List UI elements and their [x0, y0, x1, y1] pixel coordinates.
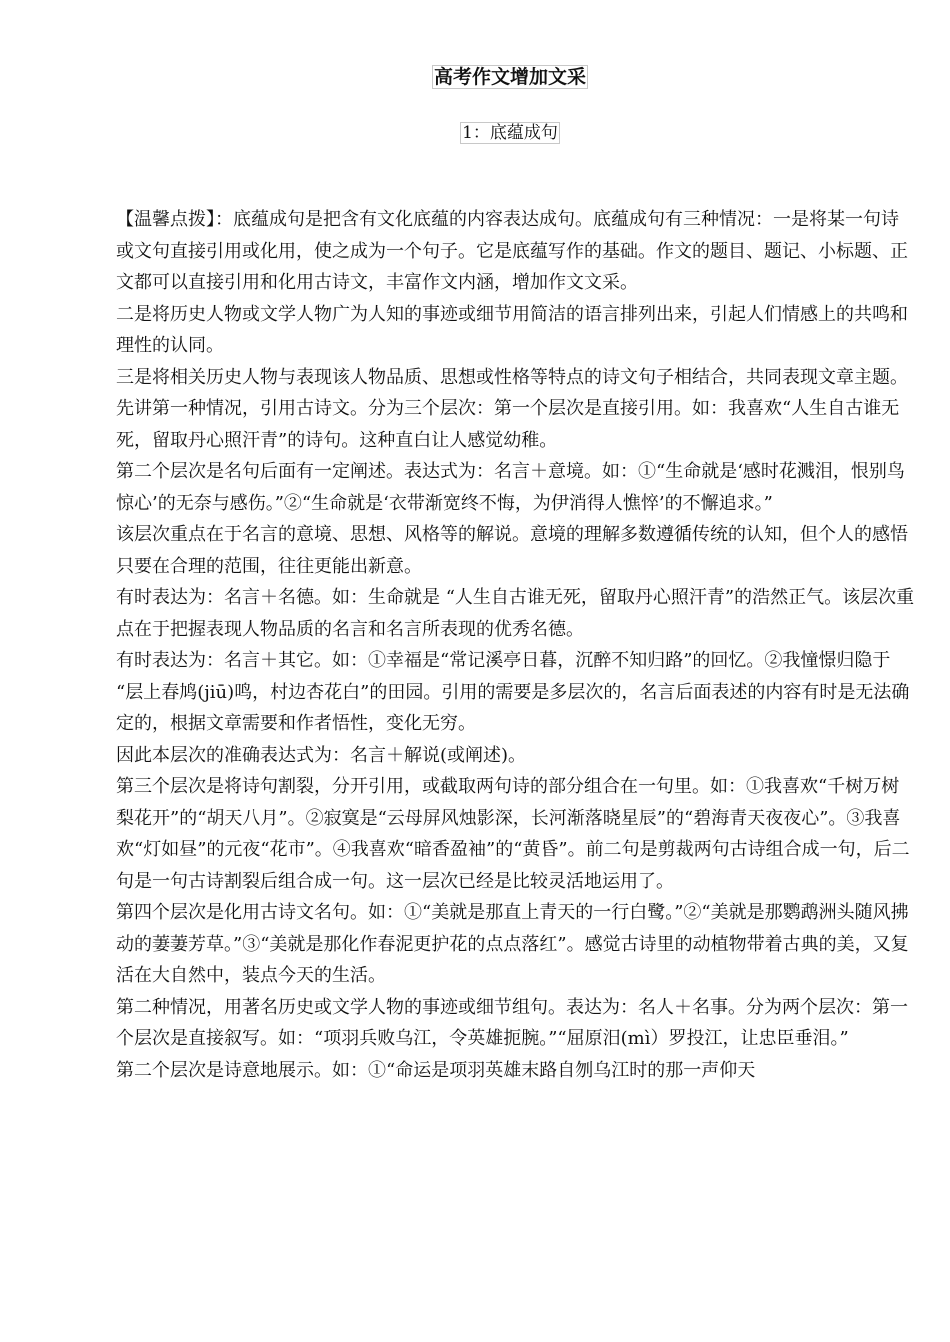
paragraph: 有时表达为：名言＋名德。如：生命就是 “人生自古谁无死，留取丹心照汗青”的浩然正气。该层次重点在于把握表现人物品质的名言和名言所表现的优秀名德。 [116, 587, 915, 640]
section-heading-text: 1：底蕴成句 [462, 123, 558, 143]
paragraph: 第二个层次是诗意地展示。如：①“命运是项羽英雄末路自刎乌江时的那一声仰天 [116, 1059, 756, 1081]
document-body [116, 204, 916, 1086]
paragraph: 二是将历史人物或文学人物广为人知的事迹或细节用简洁的语言排列出来，引起人们情感上的共鸣和理性的认同。 [116, 303, 908, 356]
paragraph: 三是将相关历史人物与表现该人物品质、思想或性格等特点的诗文句子相结合，共同表现文章主题。 [116, 366, 908, 388]
paragraph: 第二种情况，用著名历史或文学人物的事迹或细节组句。表达为：名人＋名事。分为两个层次：第一个层次是直接叙写。如：“项羽兵败乌江，令英雄扼腕。”“屈原汨(mì）罗投江，让忠臣垂泪。” [116, 996, 908, 1049]
document-title-text: 高考作文增加文采 [433, 66, 586, 88]
paragraph: 第二个层次是名句后面有一定阐述。表达式为：名言＋意境。如：①“生命就是‘感时花溅泪，恨别鸟惊心’的无奈与感伤。”②“生命就是‘衣带渐宽终不悔，为伊消得人憔悴’的不懈追求。” [116, 461, 905, 514]
paragraph: 先讲第一种情况，引用古诗文。分为三个层次：第一个层次是直接引用。如：我喜欢“人生自古谁无死，留取丹心照汗青”的诗句。这种直白让人感觉幼稚。 [116, 398, 900, 451]
paragraph: 【温馨点拨】：底蕴成句是把含有文化底蕴的内容表达成句。底蕴成句有三种情况：一是将某一句诗或文句直接引用或化用，使之成为一个句子。它是底蕴写作的基础。作文的题目、题记、小标题、正文都可以直接引用和化用古诗文，丰富作文内涵，增加作文文采。 [116, 209, 908, 293]
paragraph: 第三个层次是将诗句割裂，分开引用，或截取两句诗的部分组合在一句里。如：①我喜欢“千树万树梨花开”的“胡天八月”。②寂寞是“云母屏风烛影深，长河渐落晓星辰”的“碧海青天夜夜心”。③我喜欢“灯如昼”的元夜“花市”。④我喜欢“暗香盈袖”的“黄昏”。前二句是剪裁两句古诗组合成一句，后二句是一句古诗割裂后组合成一句。这一层次已经是比较灵活地运用了。 [116, 776, 910, 892]
document-title [0, 64, 950, 90]
paragraph: 第四个层次是化用古诗文名句。如：①“美就是那直上青天的一行白鹭。”②“美就是那鹦鹉洲头随风拂动的萋萋芳草。”③“美就是那化作春泥更护花的点点落红”。感觉古诗里的动植物带着古典的美，又复活在大自然中，装点今天的生活。 [116, 902, 909, 986]
paragraph: 因此本层次的准确表达式为：名言＋解说(或阐述)。 [116, 744, 527, 766]
paragraph: 该层次重点在于名言的意境、思想、风格等的解说。意境的理解多数遵循传统的认知，但个人的感悟只要在合理的范围，往往更能出新意。 [116, 524, 908, 577]
section-heading [0, 120, 950, 146]
paragraph: 有时表达为：名言＋其它。如：①幸福是“常记溪亭日暮，沉醉不知归路”的回忆。②我憧憬归隐于 “层上春鸠(jiū)鸣，村边杏花白”的田园。引用的需要是多层次的，名言后面表述的内容有时是无法确定的，根据文章需要和作者悟性，变化无穷。 [116, 650, 910, 734]
